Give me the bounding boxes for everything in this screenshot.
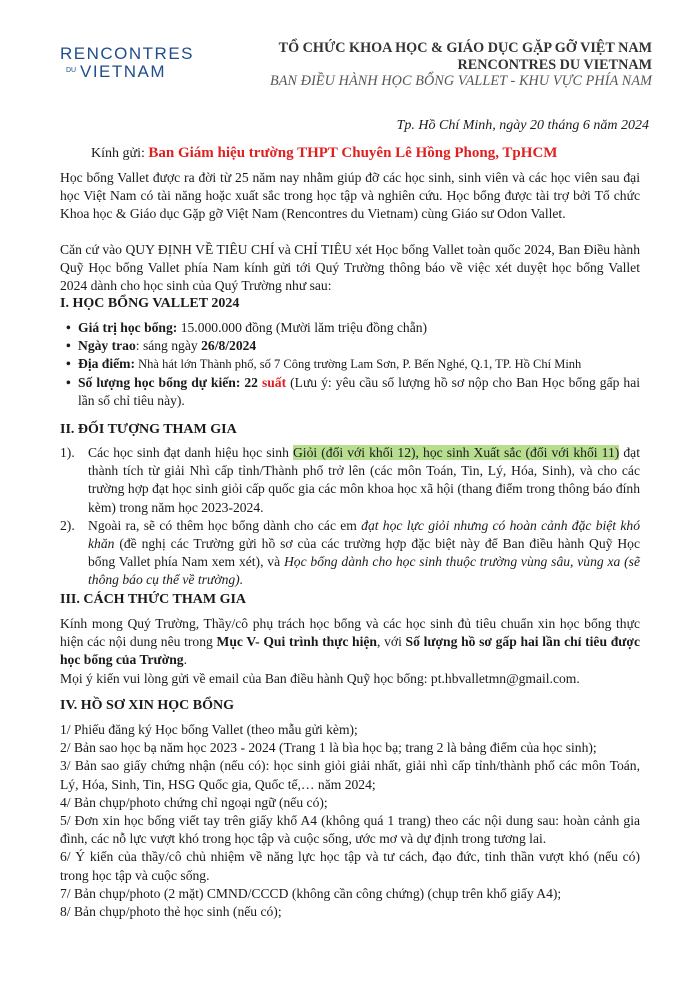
highlight-text: Giỏi (đối với khối 12), học sinh Xuất sắc (đối với khối 11) [292,445,620,460]
section3-body [60,615,640,688]
list-item: 2/ Bản sao học bạ năm học 2023 - 2024 (Trang 1 là bìa học bạ; trang 2 là bảng điểm của học sinh); [60,740,597,756]
list-item: 1). Các học sinh đạt danh hiệu học sinh Giỏi (đối với khối 12), học sinh Xuất sắc (đối với khối 11) đạt thành tích từ giải Nhì cấp tỉnh/Thành phố trở lên (các môn Toán, Tin, Lý, Hóa, Sinh), và cho các trường hợp đạt học sinh giỏi cấp quốc gia các môn khoa học xã hội (thang điểm trong thông báo đính kèm) trong năm học 2023-2024. [60,445,640,515]
intro-paragraph: Học bổng Vallet được ra đời từ 25 năm nay nhằm giúp đỡ các học sinh, sinh viên và các học viên sau đại học Việt Nam có tài năng hoặc xuất sắc trong học tập và nghiên cứu. Học bổng được tài trợ bởi Tổ chức Khoa học & Giáo dục Gặp gỡ Việt Nam (Rencontres du Vietnam) cùng Giáo sư Odon Vallet. [60,170,640,222]
list-item: 6/ Ý kiến của thầy/cô chủ nhiệm về năng lực học tập và tư cách, đạo đức, tinh thần vượt khó (nếu có) trong học tập và cuộc sống. [60,849,640,883]
list-item: 2). Ngoài ra, sẽ có thêm học bổng dành cho các em đạt học lực giỏi nhưng có hoàn cảnh đặc biệt khó khăn (đề nghị các Trường gửi hồ sơ của các trường hợp đặc biệt này để Ban điều hành Quỹ Học bổng Vallet phía Nam xem xét), và Học bổng dành cho học sinh thuộc trường vùng sâu, vùng xa (sẽ thông báo cụ thể về trường). [60,517,640,588]
list-item: 7/ Bản chụp/photo (2 mặt) CMND/CCCD (không cần công chứng) (chụp trên khổ giấy A4); [60,885,562,901]
list-item: • Địa điểm: Nhà hát lớn Thành phố, số 7 Công trường Lam Sơn, P. Bến Nghé, Q.1, TP. Hồ Chí Minh [66,355,640,373]
section1-list [66,319,640,410]
section4-title: IV. HỒ SƠ XIN HỌC BỔNG [60,698,234,713]
list-item: • Số lượng học bổng dự kiến: 22 suất (Lưu ý: yêu cầu số lượng hồ sơ nộp cho Ban Học bổng gấp hai lần số chỉ tiêu này). [66,374,640,410]
list-item: 4/ Bản chụp/photo chứng chỉ ngoại ngữ (nếu có); [60,794,328,810]
letterhead [270,40,652,90]
logo-line1: RENCONTRES [60,44,195,63]
list-item: 8/ Bản chụp/photo thẻ học sinh (nếu có); [60,904,282,920]
section1-title: I. HỌC BỔNG VALLET 2024 [60,296,240,311]
section2-list [60,444,640,590]
list-item: • Giá trị học bổng: 15.000.000 đồng (Mười lăm triệu đồng chẵn) [66,319,640,337]
org-name: TỔ CHỨC KHOA HỌC & GIÁO DỤC GẶP GỠ VIỆT NAM [278,40,652,56]
logo-line2: VIETNAM [80,62,167,81]
contact-line: Mọi ý kiến vui lòng gửi về email của Ban điều hành Quỹ học bổng: pt.hbvalletmn@gmail.com. [60,670,580,686]
logo-du: DU [66,67,77,74]
recipient-name: Ban Giám hiệu trường THPT Chuyên Lê Hồng Phong, TpHCM [148,145,558,161]
basis-paragraph: Căn cứ vào QUY ĐỊNH VỀ TIÊU CHÍ và CHỈ TIÊU xét Học bổng Vallet toàn quốc 2024, Ban Điều hành Quỹ Học bổng Vallet phía Nam kính gửi tới Quý Trường thông báo về việc xét duyệt học bổng Vallet 2024 dành cho học sinh của Quý Trường như sau: [60,242,640,294]
recipient-line [91,145,557,162]
org-name-fr: RENCONTRES DU VIETNAM [457,56,652,73]
list-item: • Ngày trao: sáng ngày 26/8/2024 [66,337,640,355]
rencontres-logo [60,42,198,92]
list-item: 1/ Phiếu đăng ký Học bổng Vallet (theo mẫu gửi kèm); [60,722,358,737]
section3-paragraph: Kính mong Quý Trường, Thầy/cô phụ trách học bổng và các học sinh đủ tiêu chuẩn xin học bổng thực hiện các nội dung nêu trong Mục V- Qui trình thực hiện, với Số lượng hồ sơ gấp hai lần chỉ tiêu được học bổng của Trường. [60,616,640,668]
section4-list [60,721,640,921]
recipient-label: Kính gửi: [91,146,149,161]
section3-title: III. CÁCH THỨC THAM GIA [60,592,247,607]
list-item: 3/ Bản sao giấy chứng nhận (nếu có): học sinh giỏi giải nhất, giải nhì cấp tỉnh/thành phố các môn Toán, Lý, Hóa, Sinh, Tin, HSG Quốc gia, Quốc tế,… năm 2024; [60,758,640,792]
board-name: BAN ĐIỀU HÀNH HỌC BỔNG VALLET - KHU VỰC PHÍA NAM [270,73,652,89]
letter-date: Tp. Hồ Chí Minh, ngày 20 tháng 6 năm 2024 [396,118,649,133]
list-item: 5/ Đơn xin học bổng viết tay trên giấy khổ A4 (không quá 1 trang) theo các nội dung sau: hoàn cảnh gia đình, các nỗ lực vượt khó trong học tập và cuộc sống, ước mơ và dự định trong tương lai. [60,813,640,847]
section2-title: II. ĐỐI TƯỢNG THAM GIA [60,422,237,437]
